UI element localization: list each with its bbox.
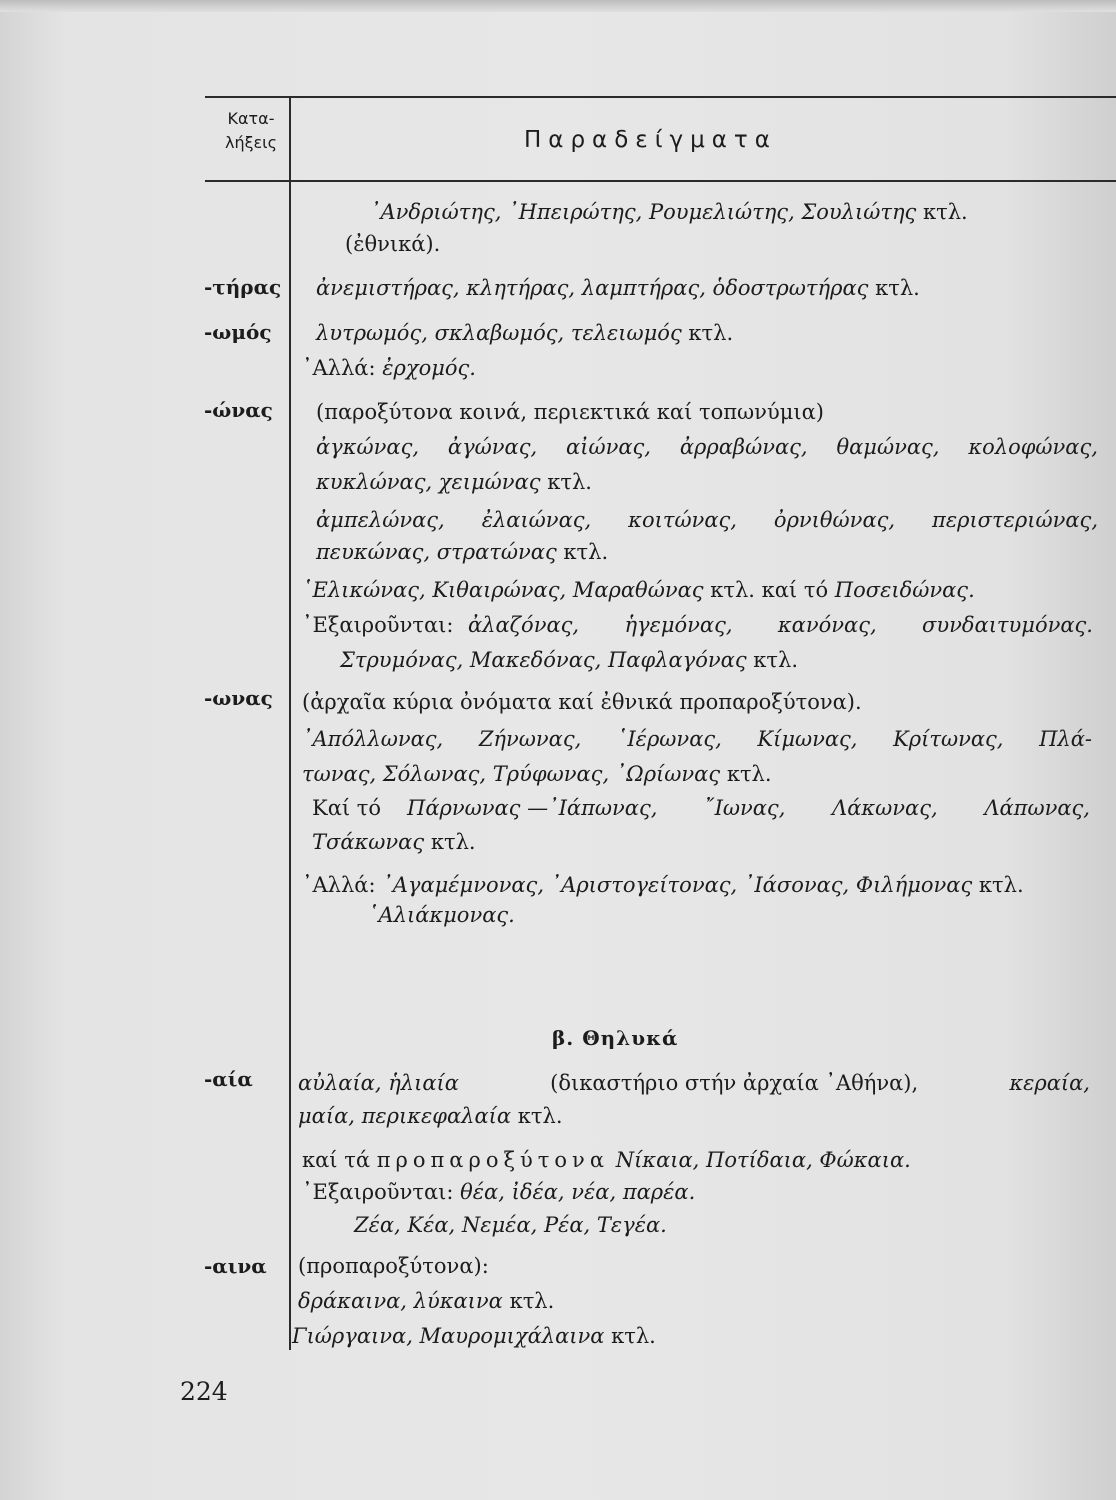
- aia-row2: [298, 1104, 563, 1128]
- word: κολοφώνας,: [968, 435, 1098, 459]
- word: συνδαιτυμόνας.: [922, 613, 1093, 637]
- word: ἀγώνας,: [447, 435, 538, 459]
- onas-accented-row3: [316, 508, 1098, 532]
- onas-plain-row2: [302, 762, 772, 786]
- word: ᾿Απόλλωνας,: [302, 727, 444, 751]
- endings-header-line2: λήξεις: [225, 133, 277, 152]
- section-title-feminine: β. Θηλυκά: [552, 1026, 679, 1050]
- endings-header-line1: Κατα-: [227, 109, 275, 128]
- omos-but-word: ἐρχομός.: [382, 356, 476, 380]
- row5-mid: κτλ. καί τό: [710, 578, 829, 602]
- word: ἀλαζόνας,: [468, 613, 580, 637]
- but-label: ᾿Αλλά:: [302, 873, 376, 897]
- ending-tiras: -τήρας: [204, 275, 282, 299]
- word: ἡγεμόνας,: [624, 613, 733, 637]
- onas-plain-row6: ῾Αλιάκμονας.: [368, 903, 515, 927]
- row2-ktl: κτλ.: [547, 470, 592, 494]
- table-top-rule: [205, 96, 1116, 98]
- word: περιστεριώνας,: [932, 508, 1098, 532]
- onas-accented-exception-label: ᾿Εξαιροῦνται:: [302, 613, 454, 637]
- row4-ktl: κτλ.: [430, 830, 476, 854]
- word: Λάπωνας,: [984, 796, 1090, 820]
- row1-ktl: κτλ.: [509, 1289, 555, 1313]
- word: Πάρνωνας —᾿Ιάπωνας,: [407, 796, 658, 820]
- word: ὀρνιθώνας,: [773, 508, 896, 532]
- word: Πλά-: [1039, 727, 1092, 751]
- onas-plain-row4: [312, 830, 476, 854]
- table-column-divider: [289, 97, 291, 1350]
- row2-words: κυκλώνας, χειμώνας: [316, 470, 541, 494]
- ending-omos: -ωμός: [204, 320, 272, 344]
- word: ἀμπελώνας,: [316, 508, 445, 532]
- row5-words: ῾Ελικώνας, Κιθαιρώνας, Μαραθώνας: [302, 578, 704, 602]
- onas-accented-row4: [316, 540, 608, 564]
- ending-aina: -αινα: [204, 1254, 267, 1278]
- onas-plain-row3: [407, 796, 1090, 820]
- onas-accented-note: (παροξύτονα κοινά, περιεκτικά καί τοπωνύμια): [316, 400, 824, 424]
- exc-label: ᾿Εξαιροῦνται:: [302, 1180, 454, 1204]
- word: Κρίτωνας,: [893, 727, 1004, 751]
- onas-plain-row3-lead: Καί τό: [312, 796, 382, 820]
- aia-row3: [302, 1148, 911, 1172]
- row2-ktl: κτλ.: [611, 1324, 656, 1348]
- onas-accented-row2: [316, 470, 592, 494]
- row2-words: τωνας, Σόλωνας, Τρύφωνας, ᾿Ωρίωνας: [302, 762, 721, 786]
- aina-row1: [298, 1289, 554, 1313]
- row2-ktl: κτλ.: [726, 762, 772, 786]
- aia-row5: Ζέα, Κέα, Νεμέα, Ρέα, Τεγέα.: [354, 1213, 667, 1237]
- word: κανόνας,: [777, 613, 877, 637]
- table-header-rule: [205, 180, 1116, 182]
- onas-accented-row5: [302, 578, 975, 602]
- aia-row1: [298, 1071, 1090, 1095]
- row7-ktl: κτλ.: [753, 648, 799, 672]
- word: Ζήνωνας,: [478, 727, 582, 751]
- row1-note: (δικαστήριο στήν ἀρχαία ᾿Αθήνα),: [550, 1071, 919, 1095]
- tiras-words: ἀνεμιστήρας, κλητήρας, λαμπτήρας, ὁδοστρωτήρας: [316, 276, 869, 300]
- omos-exception: [302, 356, 476, 380]
- page-number: 224: [180, 1377, 228, 1406]
- row1-words2: κεραία,: [1009, 1071, 1090, 1095]
- ending-onas-accented: -ώνας: [204, 398, 273, 422]
- intro-note: (ἐθνικά).: [345, 232, 441, 256]
- row1-words1: αὐλαία, ἡλιαία: [298, 1071, 459, 1095]
- row2-words: Γιώργαινα, Μαυρομιχάλαινα: [292, 1324, 605, 1348]
- row5-words: ᾿Αγαμέμνονας, ᾿Αριστογείτονας, ᾿Ιάσονας, Φιλήμονας: [382, 873, 973, 897]
- page-top-edge: [0, 0, 1116, 12]
- intro-ktl: κτλ.: [923, 200, 968, 224]
- ending-aia: -αία: [204, 1067, 253, 1091]
- row2-words: μαία, περικεφαλαία: [298, 1104, 512, 1128]
- word: ῎Ιωνας,: [704, 796, 786, 820]
- aina-note: (προπαροξύτονα):: [298, 1254, 489, 1278]
- row5-ktl: κτλ.: [978, 873, 1024, 897]
- row3-spaced: προπαροξύτονα: [376, 1148, 610, 1172]
- aia-row4: [302, 1180, 695, 1204]
- onas-accented-row6: [468, 613, 1093, 637]
- tiras-examples: [316, 276, 920, 300]
- row4-ktl: κτλ.: [563, 540, 609, 564]
- word: ἀρραβώνας,: [679, 435, 808, 459]
- aina-row2: [292, 1324, 656, 1348]
- row4-words: Τσάκωνας: [312, 830, 425, 854]
- row7-words: Στρυμόνας, Μακεδόνας, Παφλαγόνας: [340, 648, 747, 672]
- omos-but-label: ᾿Αλλά:: [302, 356, 376, 380]
- onas-plain-row1: [302, 727, 1092, 751]
- intro-line: [370, 200, 968, 224]
- onas-accented-row1: [316, 435, 1098, 459]
- row4-words: θέα, ἰδέα, νέα, παρέα.: [460, 1180, 696, 1204]
- row2-ktl: κτλ.: [517, 1104, 563, 1128]
- tiras-ktl: κτλ.: [875, 276, 920, 300]
- onas-accented-row7: [340, 648, 798, 672]
- examples-column-header: Παραδείγματα: [524, 127, 777, 153]
- word: Κίμωνας,: [757, 727, 858, 751]
- word: Λάκωνας,: [832, 796, 938, 820]
- word: αἰώνας,: [566, 435, 651, 459]
- omos-examples: [316, 321, 733, 345]
- word: κοιτώνας,: [628, 508, 737, 532]
- intro-words: ᾿Ανδριώτης, ᾿Ηπειρώτης, Ρουμελιώτης, Σουλιώτης: [370, 200, 917, 224]
- omos-ktl: κτλ.: [688, 321, 734, 345]
- row4-words: πευκώνας, στρατώνας: [316, 540, 557, 564]
- word: ἀγκώνας,: [316, 435, 420, 459]
- word: ἐλαιώνας,: [481, 508, 592, 532]
- row3-lead: καί τά: [302, 1148, 371, 1172]
- endings-column-header: [213, 107, 289, 155]
- onas-plain-row5: [302, 873, 1024, 897]
- row1-words: δράκαινα, λύκαινα: [298, 1289, 503, 1313]
- row5-last: Ποσειδώνας.: [834, 578, 975, 602]
- word: ῾Ιέρωνας,: [616, 727, 722, 751]
- onas-plain-note: (ἀρχαῖα κύρια ὀνόματα καί ἐθνικά προπαροξύτονα).: [302, 690, 862, 714]
- row3-words: Νίκαια, Ποτίδαια, Φώκαια.: [615, 1148, 911, 1172]
- word: θαμώνας,: [836, 435, 940, 459]
- ending-onas-plain: -ωνας: [204, 686, 273, 710]
- omos-words: λυτρωμός, σκλαβωμός, τελειωμός: [316, 321, 682, 345]
